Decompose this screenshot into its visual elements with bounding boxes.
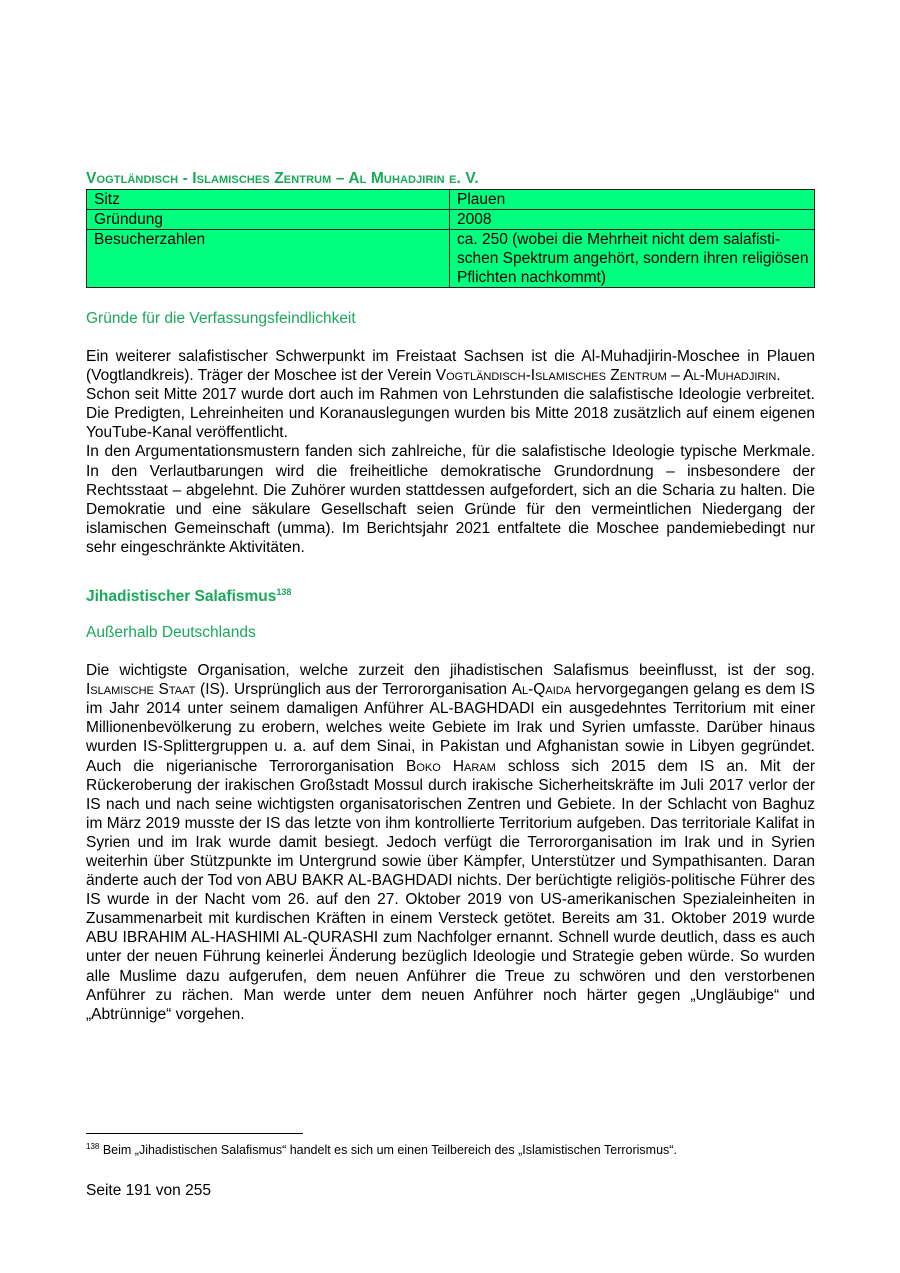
table-cell-value: 2008 [450,210,815,230]
section-subheading: Gründe für die Verfassungsfeindlichkeit [86,310,356,327]
table-row [87,190,815,210]
table-cell-label: Gründung [87,210,450,230]
organization-info-table [86,189,815,288]
table-row [87,210,815,230]
organization-name: Islamische Staat [86,681,196,699]
paragraph: Die wichtigste Organisation, welche zurzeit den jihadistischen Salafismus beeinflusst, ist der sog. Islamische Staat (IS). Ursprünglich aus der Terrororganisation Al-Qaida hervorgegangen gelang es dem IS im Jahr 2014 unter seinem damaligen Anführer AL-BAGHDADI ein ausgedehntes Territorium mit einer Millionenbevölkerung zu erobern, welches weite Gebiete im Irak und Syrien umfasste. Darüber hinaus wurden IS-Splittergruppen u. a. auf dem Sinai, in Pakistan und Afghanistan sowie in Libyen gegründet. Auch die nigerianische Terrororganisation Boko Haram schloss sich 2015 dem IS an. Mit der Rückeroberung der irakischen Großstadt Mossul durch irakische Sicherheitskräfte im Juli 2017 verlor der IS nach und nach seine wichtigsten organisatorischen Zentren und Gebiete. In der Schlacht von Baghuz im März 2019 musste der IS das letzte von ihm kontrollierte Territorium aufgeben. Das territoriale Kalifat in Syrien und im Irak wurde damit besiegt. Jedoch verfügt die Terrororganisation im Irak und in Syrien weiterhin über Stützpunkte im Untergrund sowie über Kämpfer, Unterstützer und Sympathisanten. Daran änderte auch der Tod von ABU BAKR AL-BAGHDADI nichts. Der berüchtigte religiös-politische Führer des IS wurde in der Nacht vom 26. auf den 27. Oktober 2019 von US-amerikanischen Spezialeinheiten in Zusammenarbeit mit kurdischen Kräften in einem Versteck getötet. Bereits am 31. Oktober 2019 wurde ABU IBRAHIM AL-HASHIMI AL-QURASHI zum Nachfolger ernannt. Schnell wurde deutlich, dass es auch unter der neuen Führung keinerlei Änderung bezüglich Ideologie und Strategie geben würde. So wurden alle Muslime dazu aufgerufen, dem neuen Anführer die Treue zu schwören und den verstorbenen Anführer zu rächen. Man werde unter dem neuen Anführer noch härter gegen „Ungläubige“ und „Abtrünnige“ vorgehen. [86,662,816,1023]
section-text [86,661,815,1024]
organization-name: Al-Qaida [511,681,572,699]
organization-title: Vogtländisch - Islamisches Zentrum – Al Muhadjirin e. V. [86,170,479,187]
section-text [86,347,815,557]
footnote: $^{138}$ Beim „Jihadistischen Salafismus“ handelt es sich um einen Teilbereich des „Islamistischen Terrorismus“. [86,1141,677,1157]
organization-name: Boko Haram [406,757,496,775]
footnote-divider [86,1133,303,1134]
table-cell-value: ca. 250 (wobei die Mehrheit nicht dem salafistischen Spektrum angehört, sondern ihren religiösen Pflichten nachkommt) [450,230,815,288]
paragraph: Schon seit Mitte 2017 wurde dort auch im Rahmen von Lehrstunden die salafistische Ideologie verbreitet. Die Predigten, Lehreinheiten und Koranauslegungen wurden bis Mitte 2018 zusätzlich auf einem eigenen YouTube-Kanal veröffentlicht. [86,386,815,442]
document-body [86,170,815,1024]
section-heading: Jihadistischer Salafismus$^{138}$ [86,586,292,606]
footnote-number: 138 [86,1141,100,1151]
table-cell-label: Sitz [87,190,450,210]
table-cell-label: Besucherzahlen [87,230,450,288]
paragraph: Ein weiterer salafistischer Schwerpunkt im Freistaat Sachsen ist die Al-Muhadjirin-Moschee in Plauen (Vogtlandkreis). Träger der Moschee ist der Verein Vogtländisch-Islamisches Zentrum – Al-Muhadjirin. [86,348,815,385]
section-subheading: Außerhalb Deutschlands [86,624,256,642]
organization-name: Vogtländisch-Islamisches Zentrum – Al-Muhadjirin [435,367,777,385]
footnote-reference: 138 [276,586,292,597]
paragraph: In den Argumentationsmustern fanden sich zahlreiche, für die salafistische Ideologie typische Merkmale. In den Verlautbarungen wird die freiheitliche demokratische Grundordnung – insbesondere der Rechtsstaat – abgelehnt. Die Zuhörer wurden stattdessen aufgefordert, sich an die Scharia zu halten. Die Demokratie und eine säkulare Gesellschaft seien Gründe für den vermeintlichen Niedergang der islamischen Gemeinschaft (umma). Im Berichtsjahr 2021 entfaltete die Moschee pandemiebedingt nur sehr eingeschränkte Aktivitäten. [86,443,815,556]
page-number: Seite 191 von 255 [86,1182,211,1199]
table-cell-value: Plauen [450,190,815,210]
table-row [87,230,815,288]
